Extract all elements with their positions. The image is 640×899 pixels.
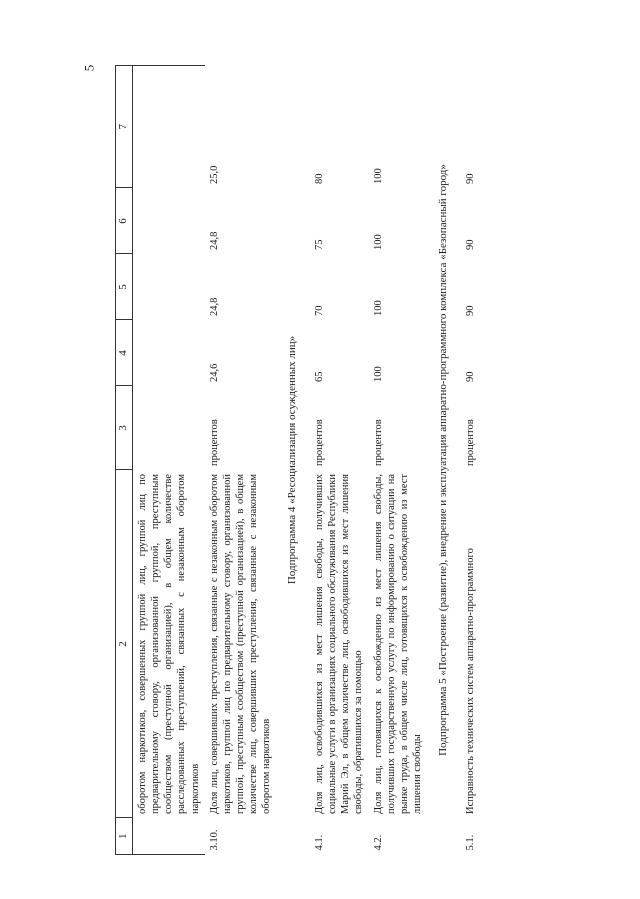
rotated-table-container bbox=[115, 65, 535, 855]
header-row bbox=[116, 66, 133, 855]
row-value-7: 100 bbox=[372, 168, 384, 184]
row-value-6: 90 bbox=[464, 239, 476, 250]
row-unit bbox=[133, 386, 205, 470]
subprogram-heading-row bbox=[276, 66, 310, 855]
subprogram-heading-row bbox=[427, 66, 461, 855]
col-header-3: 3 bbox=[116, 386, 133, 470]
row-value-6 bbox=[133, 188, 205, 254]
row-number: 5.1. bbox=[464, 834, 476, 851]
row-value-5: 70 bbox=[314, 305, 325, 316]
col-header-2: 2 bbox=[116, 470, 133, 818]
row-value-6: 24,8 bbox=[208, 231, 220, 250]
row-value-7: 90 bbox=[464, 173, 476, 184]
row-unit: процентов bbox=[314, 419, 325, 466]
row-value-4: 90 bbox=[464, 371, 476, 382]
row-unit: процентов bbox=[208, 419, 220, 466]
row-value-5: 24,8 bbox=[208, 297, 220, 316]
row-value-4: 65 bbox=[314, 371, 325, 382]
row-number: 4.1. bbox=[314, 834, 325, 851]
row-value-4 bbox=[133, 320, 205, 386]
row-value-4: 100 bbox=[372, 366, 384, 382]
row-description: оборотом наркотиков, совершенных группой лиц, группой лиц по предварительному сговору, организованной группой, преступным сообществом (преступной организацией), в общем количестве расследованных преступлений, связанных с незаконным оборотом наркотиков bbox=[137, 474, 201, 814]
indicators-table bbox=[115, 65, 480, 855]
col-header-5: 5 bbox=[116, 254, 133, 320]
row-unit: процентов bbox=[372, 419, 384, 466]
row-value-5 bbox=[133, 254, 205, 320]
row-value-7: 80 bbox=[314, 173, 325, 184]
subprogram-4-title: Подпрограмма 4 «Ресоциализация осужденных лиц» bbox=[286, 335, 299, 585]
col-header-6: 6 bbox=[116, 188, 133, 254]
table-row bbox=[369, 66, 428, 855]
row-value-7: 25,0 bbox=[208, 165, 220, 184]
row-description: Доля лиц, совершивших преступления, связанные с незаконным оборотом наркотиков, группой лиц по предварительному сговору, организованной группой, преступным сообществом (преступной организацией), в общем количестве лиц, совершивших преступления, связанные с незаконным оборотом наркотиков bbox=[208, 474, 273, 814]
page-number: 5 bbox=[81, 64, 97, 72]
row-value-4: 24,6 bbox=[208, 363, 220, 382]
row-value-6: 100 bbox=[372, 234, 384, 250]
table-row bbox=[133, 66, 205, 855]
row-description: Исправность технических систем аппаратно-программного bbox=[464, 548, 476, 814]
col-header-1: 1 bbox=[116, 818, 133, 855]
col-header-4: 4 bbox=[116, 320, 133, 386]
table-row bbox=[461, 66, 480, 855]
row-unit: процентов bbox=[464, 419, 476, 466]
row-number: 3.10. bbox=[208, 829, 220, 851]
row-number bbox=[133, 818, 205, 855]
row-description: Доля лиц, готовящихся к освобождению из мест лишения свободы, получивших государственную услугу по информированию о ситуации на рынке труда, в общем числе лиц, готовящихся к освобождению из мест лишения свободы bbox=[372, 474, 423, 814]
row-description: Доля лиц, освободившихся из мест лишения свободы, получивших социальные услуги в организациях социального обслуживания Республики Марий Эл, в общем количестве лиц, освободившихся из мест лишения свободы, обратившихся за помощью bbox=[314, 474, 365, 814]
row-value-7 bbox=[133, 66, 205, 189]
row-value-5: 90 bbox=[464, 305, 476, 316]
row-number: 4.2. bbox=[372, 834, 384, 851]
table-row bbox=[205, 66, 277, 855]
col-header-7: 7 bbox=[116, 66, 133, 189]
row-value-5: 100 bbox=[372, 300, 384, 316]
row-value-6: 75 bbox=[314, 239, 325, 250]
subprogram-5-title: Подпрограмма 5 «Построение (развитие), внедрение и эксплуатация аппаратно-программного комплекса «Безопасный город» bbox=[437, 164, 449, 756]
table-row bbox=[310, 66, 369, 855]
